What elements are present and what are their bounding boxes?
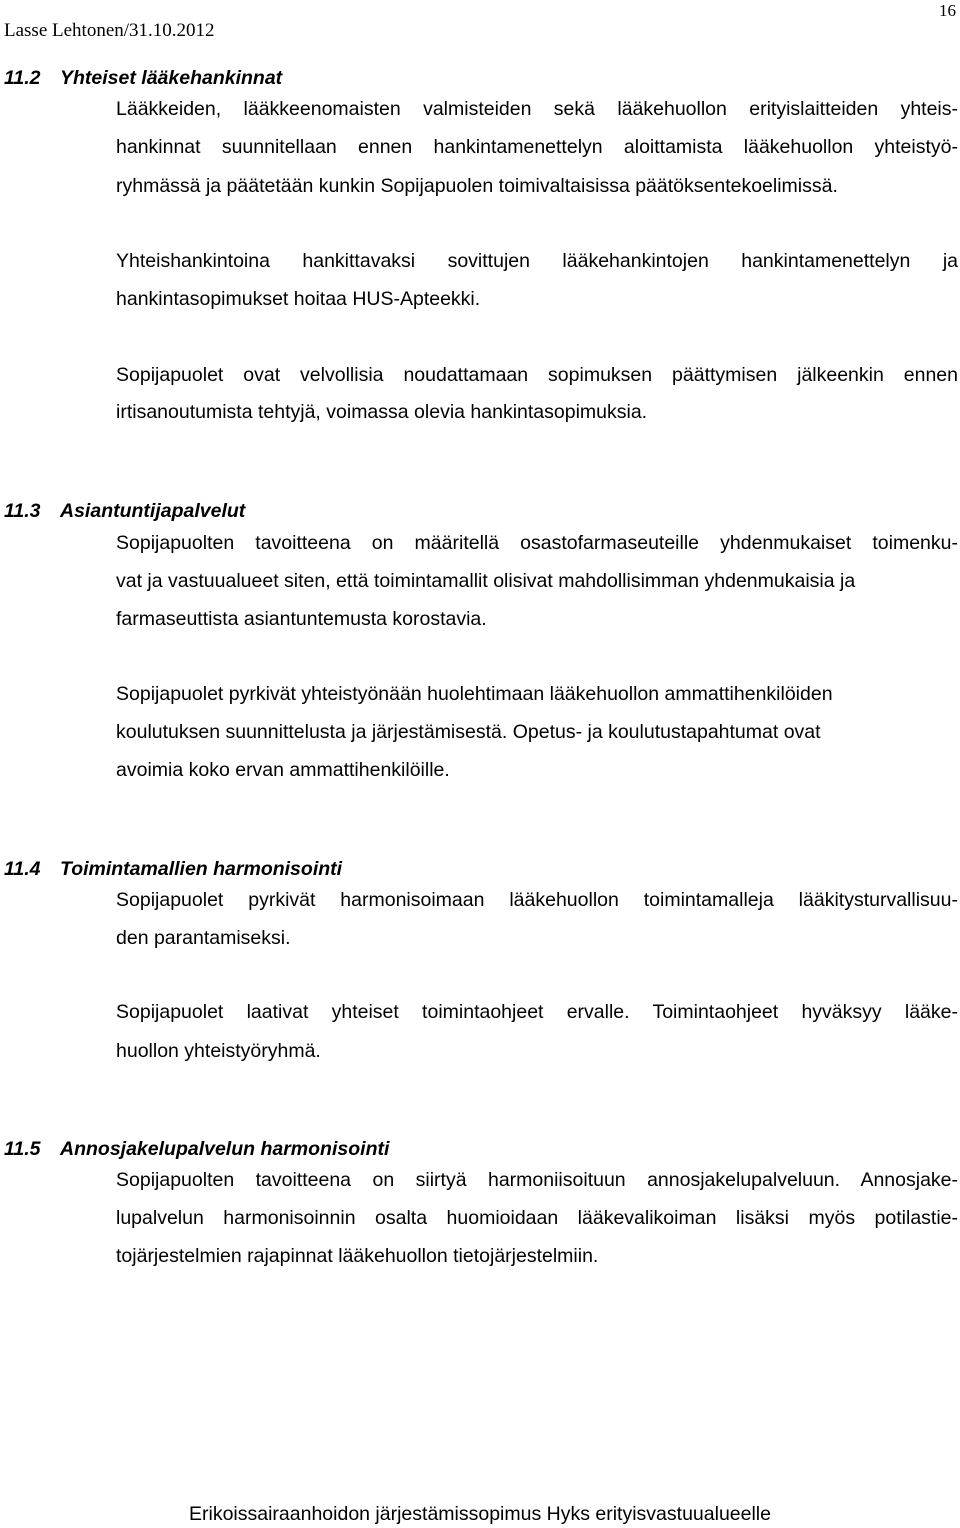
section-number: 11.5 xyxy=(4,1138,41,1160)
section-title: Yhteiset lääkehankinnat xyxy=(60,67,283,89)
section-heading-11-5 xyxy=(4,1138,389,1161)
section-number: 11.4 xyxy=(4,858,41,880)
paragraph-line: hankinnat suunnitellaan ennen hankintamenettelyn aloittamista lääkehuollon yhteistyö- xyxy=(116,136,958,158)
paragraph-line: farmaseuttista asiantuntemusta korostavia. xyxy=(116,608,487,630)
paragraph-line: den parantamiseksi. xyxy=(116,927,291,949)
paragraph-line: Sopijapuolten tavoitteena on määritellä osastofarmaseuteille yhdenmukaiset toimenku- xyxy=(116,532,958,554)
page-footer: Erikoissairaanhoidon järjestämissopimus Hyks erityisvastuualueelle xyxy=(188,1503,771,1525)
section-heading-11-2 xyxy=(4,67,282,90)
section-title: Annosjakelupalvelun harmonisointi xyxy=(60,1138,390,1160)
paragraph-line: Sopijapuolten tavoitteena on siirtyä harmoniisoituun annosjakelupalveluun. Annosjake- xyxy=(116,1169,958,1191)
paragraph-line: Lääkkeiden, lääkkeenomaisten valmisteiden sekä lääkehuollon erityislaitteiden yhteis- xyxy=(116,98,958,120)
paragraph-line: Sopijapuolet pyrkivät harmonisoimaan lääkehuollon toimintamalleja lääkitysturvallisuu- xyxy=(116,889,958,911)
paragraph-line: hankintasopimukset hoitaa HUS-Apteekki. xyxy=(116,288,481,310)
paragraph-line: Sopijapuolet laativat yhteiset toimintaohjeet ervalle. Toimintaohjeet hyväksyy lääke- xyxy=(116,1001,958,1023)
page-number: 16 xyxy=(939,1,956,20)
paragraph-line: vat ja vastuualueet siten, että toimintamallit olisivat mahdollisimman yhdenmukaisia ja xyxy=(116,570,856,592)
paragraph-line: lupalvelun harmonisoinnin osalta huomioidaan lääkevalikoiman lisäksi myös potilastie- xyxy=(116,1207,958,1229)
section-number: 11.2 xyxy=(4,67,41,89)
paragraph-line: irtisanoutumista tehtyjä, voimassa olevia hankintasopimuksia. xyxy=(116,401,648,423)
paragraph-line: Sopijapuolet ovat velvollisia noudattamaan sopimuksen päättymisen jälkeenkin ennen xyxy=(116,364,958,386)
paragraph-line: koulutuksen suunnittelusta ja järjestämisestä. Opetus- ja koulutustapahtumat ovat xyxy=(116,721,821,743)
section-number: 11.3 xyxy=(4,500,41,522)
paragraph-line: Sopijapuolet pyrkivät yhteistyönään huolehtimaan lääkehuollon ammattihenkilöiden xyxy=(116,683,833,705)
paragraph-line: huollon yhteistyöryhmä. xyxy=(116,1040,321,1062)
header-author-date: Lasse Lehtonen/31.10.2012 xyxy=(4,20,215,41)
section-title: Asiantuntijapalvelut xyxy=(60,500,246,522)
section-heading-11-3 xyxy=(4,500,245,523)
paragraph-line: Yhteishankintoina hankittavaksi sovittujen lääkehankintojen hankintamenettelyn ja xyxy=(116,250,958,272)
paragraph-line: ryhmässä ja päätetään kunkin Sopijapuolen toimivaltaisissa päätöksentekoelimissä. xyxy=(116,175,838,197)
section-title: Toimintamallien harmonisointi xyxy=(60,858,343,880)
paragraph-line: avoimia koko ervan ammattihenkilöille. xyxy=(116,759,450,781)
paragraph-line: tojärjestelmien rajapinnat lääkehuollon tietojärjestelmiin. xyxy=(116,1245,599,1267)
section-heading-11-4 xyxy=(4,858,342,881)
